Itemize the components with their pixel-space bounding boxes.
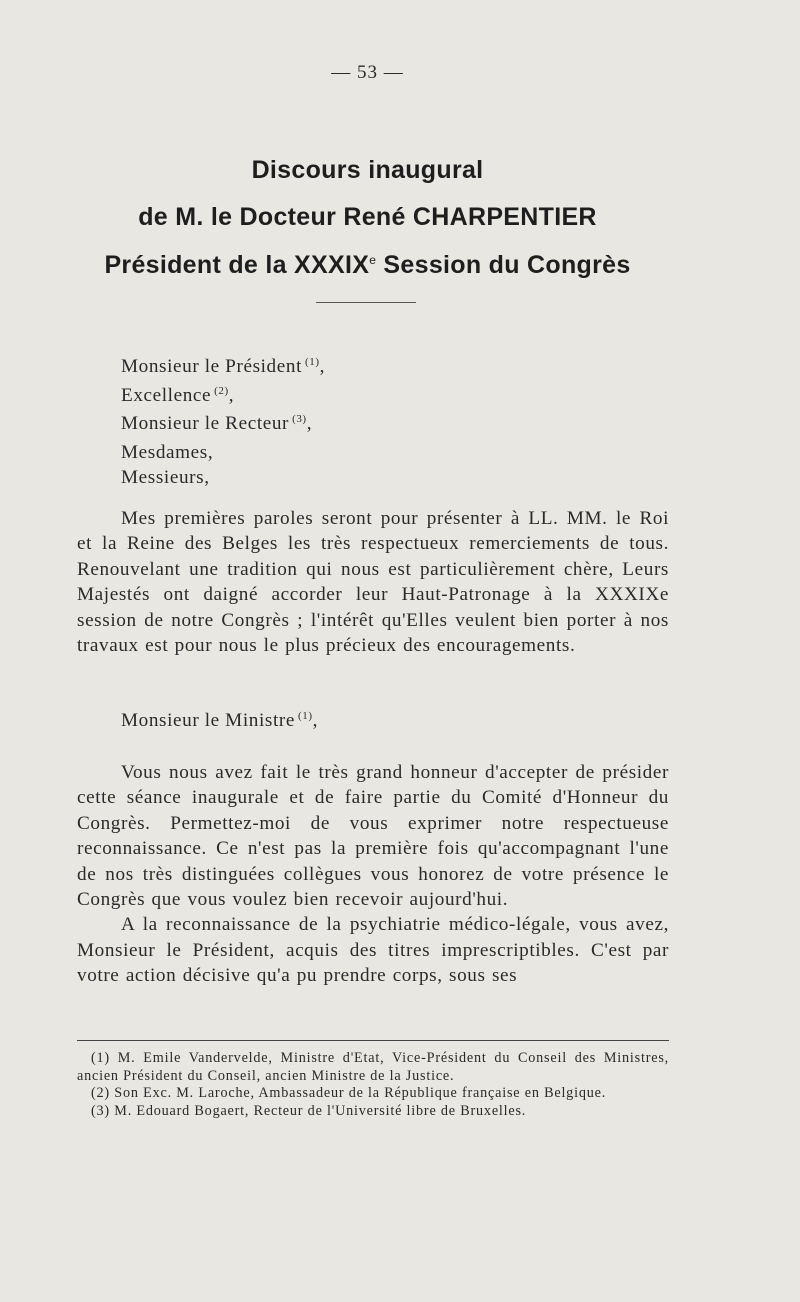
salutation-line: Excellence $^{(2)}$, [121,384,235,406]
minister-address: Monsieur le Ministre $^{(1)}$, [121,710,319,731]
title-line-2: de M. le Docteur René CHARPENTIER [138,203,597,231]
title-line-3-prefix: Président de la XXXIX [104,251,370,279]
salutation-line: Monsieur le Recteur $^{(3)}$, [121,413,313,434]
salutations [121,354,325,491]
footnotes [77,1050,669,1120]
title-line-3 [0,251,735,280]
footnote: (3) M. Edouard Bogaert, Recteur de l'Université libre de Bruxelles. [91,1102,527,1119]
footnote: (2) Son Exc. M. Laroche, Ambassadeur de la République française en Belgique. [91,1085,607,1101]
title-line-1: Discours inaugural [251,156,484,184]
paragraph-1: Mes premières paroles seront pour présenter à LL. MM. le Roi et la Reine des Belges les très respectueux remerciements de tous. Renouvelant une tradition qui nous est particulièrement chère, Leurs Majestés ont daigné accorder leur Haut-Patronage à la XXXIXe session de notre Congrès ; l'intérêt qu'Elles veulent bien porter à nos travaux est pour nous le plus précieux des encouragements. [77,508,669,657]
salutation-line: Mesdames, [121,441,214,463]
paragraph-2: Vous nous avez fait le très grand honneur d'accepter de présider cette séance inaugurale et de faire partie du Comité d'Honneur du Congrès. Permettez-moi de vous exprimer notre respectueuse reconnaissance. Ce n'est pas la première fois qu'accompagnant l'une de nos très distinguées collègues vous honorez de votre présence le Congrès que vous voulez bien recevoir aujourd'hui. [77,762,669,911]
footnote-divider [77,1040,669,1041]
salutation-line: Messieurs, [121,467,210,488]
title-divider [316,302,416,303]
body-continuation [77,760,669,989]
title-line-3-sup: e [369,253,377,267]
paragraph-3: A la reconnaissance de la psychiatrie médico-légale, vous avez, Monsieur le Président, acquis des titres imprescriptibles. C'est par votre action décisive qu'a pu prendre corps, sous ses [77,914,669,987]
page-number: — 53 — [331,62,404,83]
title-line-3-suffix: Session du Congrès [376,251,631,279]
footnote: (1) M. Emile Vandervelde, Ministre d'Etat, Vice-Président du Conseil des Ministres, ancien Président du Conseil, ancien Ministre de la Justice. [77,1050,669,1084]
salutation-line: Monsieur le Président $^{(1)}$, [121,356,326,377]
